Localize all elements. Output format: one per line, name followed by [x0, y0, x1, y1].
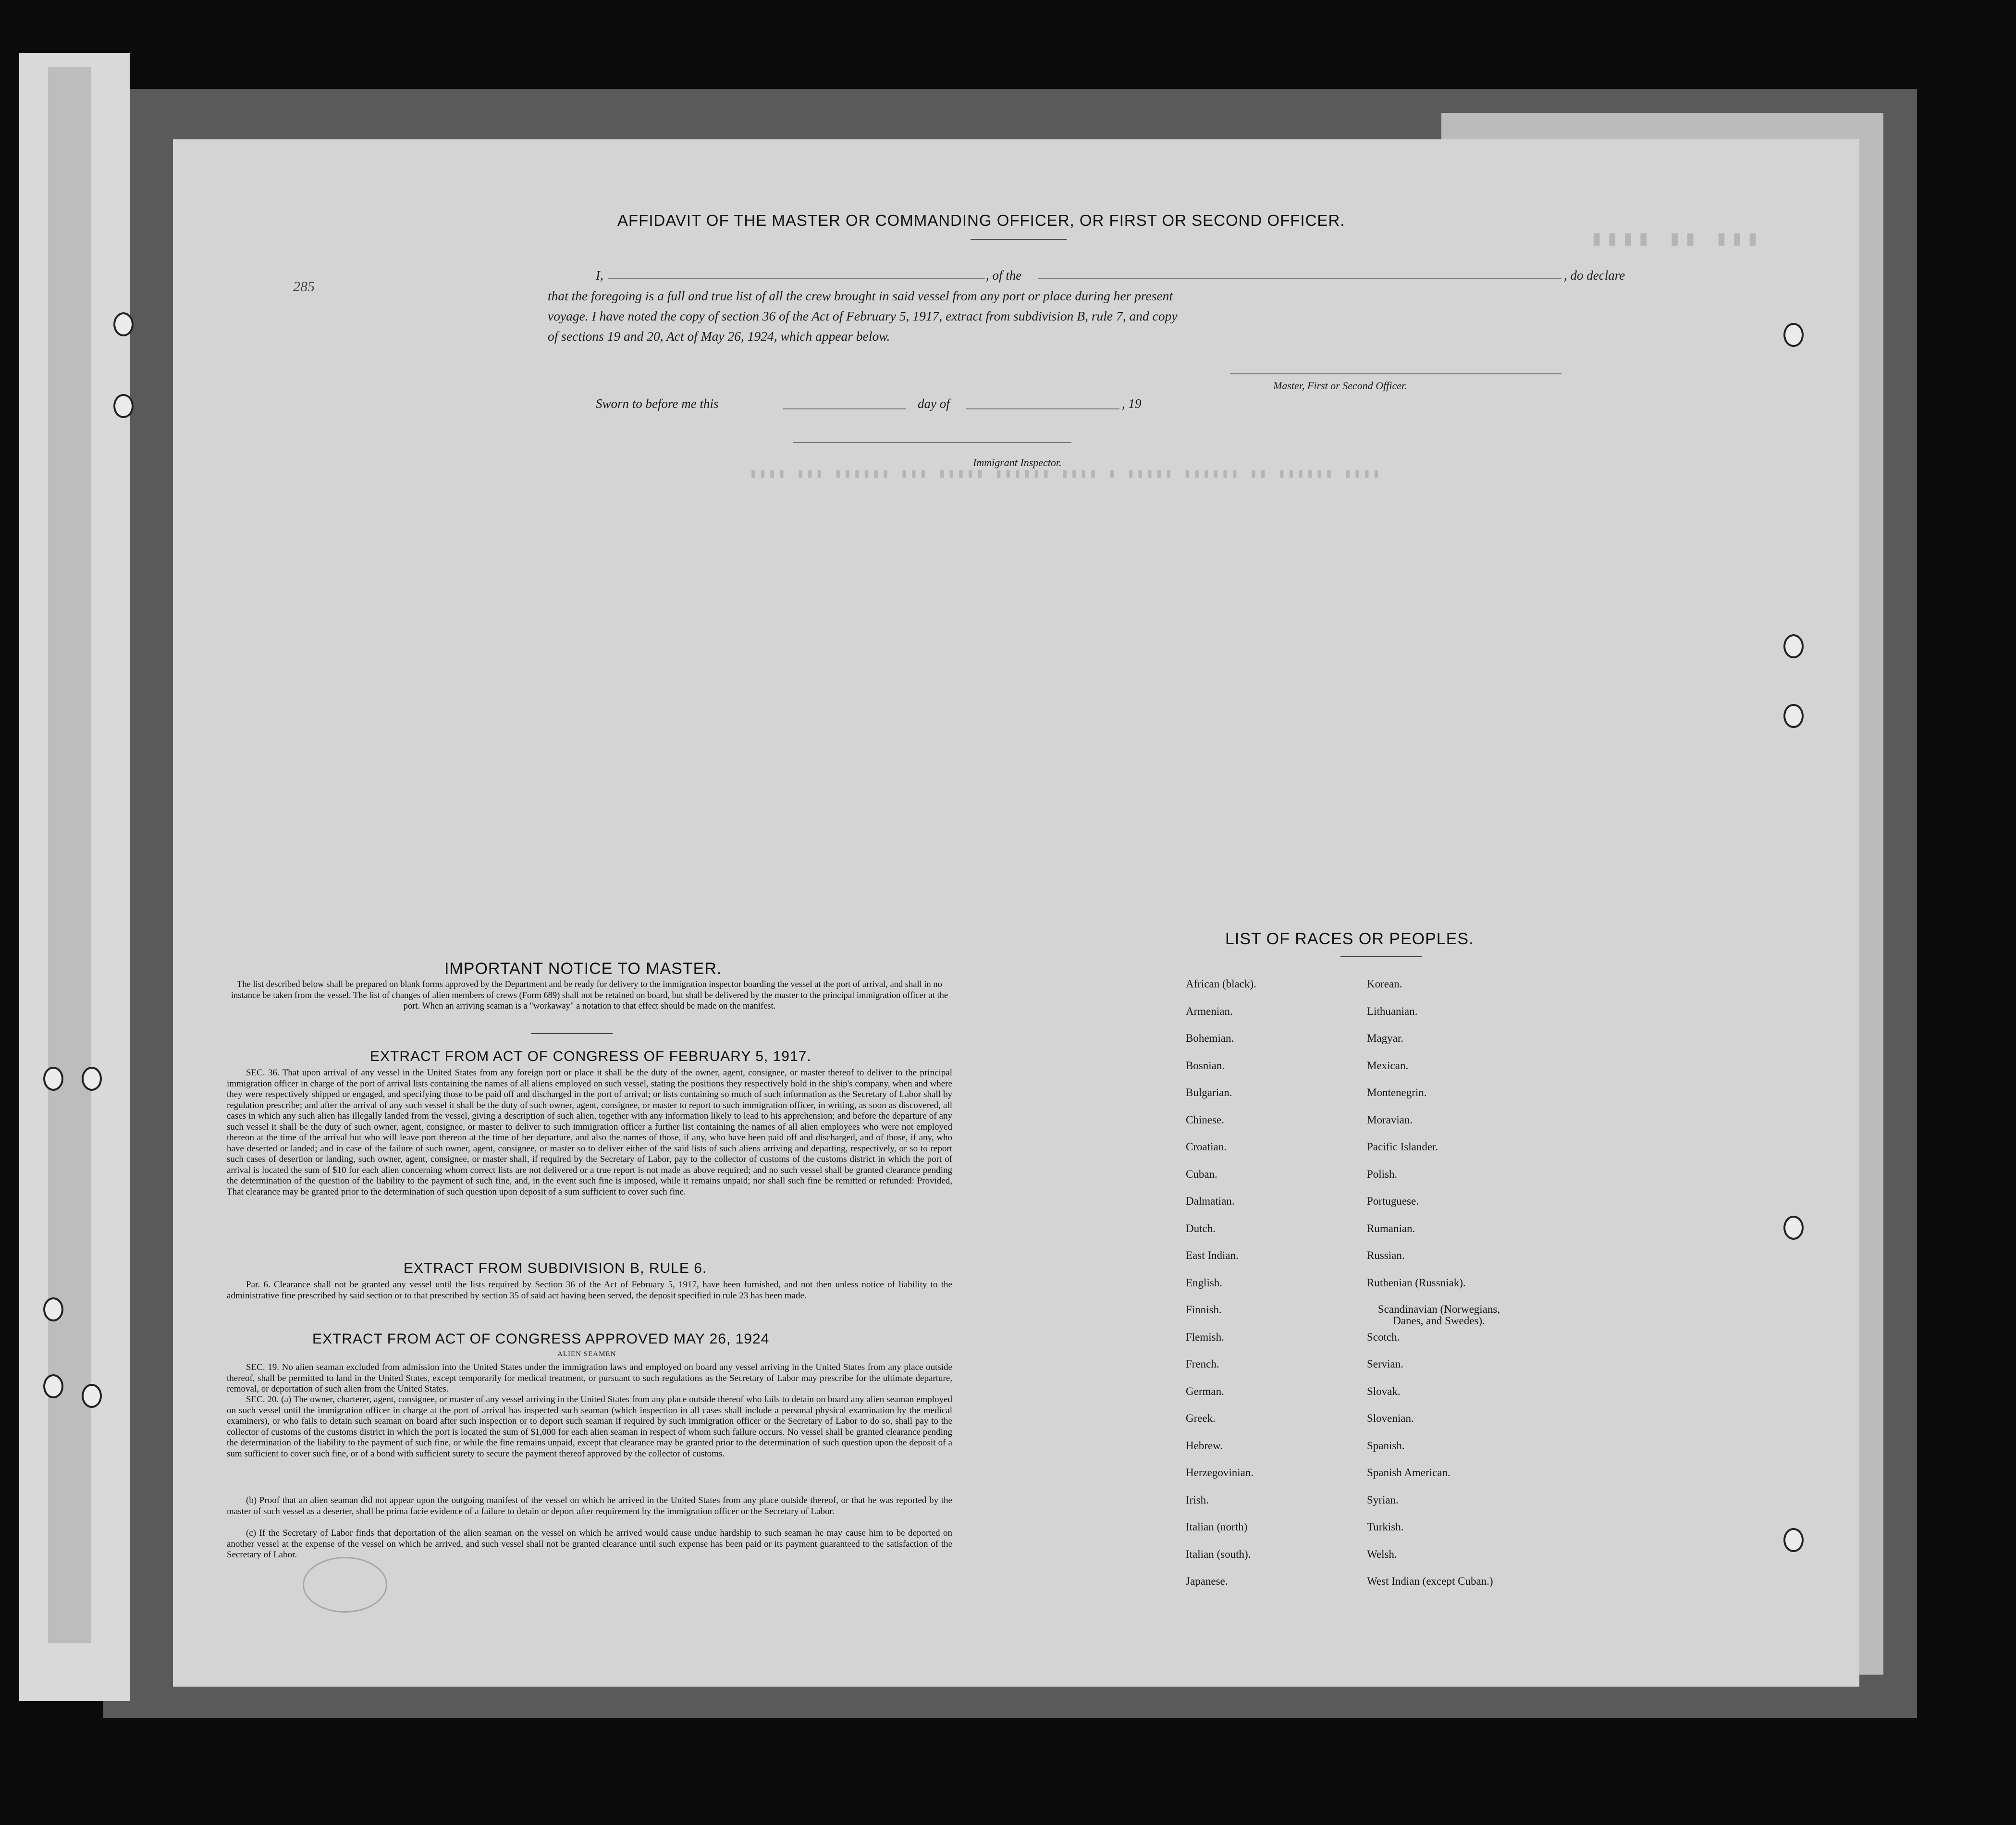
divider [531, 1033, 613, 1034]
of-the-label: , of the [986, 268, 1022, 283]
declarant-label: I, [596, 268, 603, 283]
race-item: Russian. [1367, 1249, 1405, 1261]
master-signature-field[interactable] [1230, 373, 1561, 374]
bleed-through-text: ▮▮▮▮ ▮▮ ▮▮▮ [1590, 228, 1762, 252]
race-item: Syrian. [1367, 1493, 1399, 1506]
race-item: Scotch. [1367, 1331, 1400, 1343]
inspector-label: Immigrant Inspector. [973, 456, 1062, 469]
faint-stamp [303, 1557, 387, 1613]
race-item: Korean. [1367, 978, 1402, 990]
race-item: German. [1186, 1385, 1224, 1397]
extract-1924-sec19: SEC. 19. No alien seaman excluded from admission into the United States under the immigration laws and employed on board any vessel arriving in the United States from any place outside thereof, shall be permitted to land in the United States, except temporarily for medical treatment, or pursuant to such regulations as the Secretary of Labor may prescribe for the ultimate departure, removal, or deportation of such alien from the United States. [227, 1362, 952, 1394]
bleed-through-text: ▮▮▮▮ ▮▮▮ ▮▮▮▮▮▮ ▮▮▮ ▮▮▮▮▮ ▮▮▮▮▮▮ ▮▮▮▮ ▮ ▮▮▮▮▮ ▮▮▮▮▮▮ ▮▮ ▮▮▮▮▮▮ ▮▮▮▮ [750, 467, 1382, 481]
race-item: Cuban. [1186, 1168, 1217, 1180]
extract-1917-title: EXTRACT FROM ACT OF CONGRESS OF FEBRUARY 5, 1917. [370, 1048, 811, 1064]
race-item: Spanish. [1367, 1439, 1405, 1452]
extract-1924-sec20a: SEC. 20. (a) The owner, charterer, agent, consignee, or master of any vessel arriving in the United States from any place outside thereof who fails to detain on board any alien seaman employed on such vessel until the immigration officer in charge at the port of arrival has inspected such seaman (which inspection in all cases shall include a personal physical examination by the medical examiners), or who fails to detain such seaman on board after such inspection or to deport such seaman if required by such immigration officer or the Secretary of Labor to do so, shall pay to the collector of customs of the customs district in which the port is located the sum of $1,000 for each alien seaman in respect of whom such failure occurs. No vessel shall be granted clearance pending the determination of the liability to the payment of such fine, or while the fine remains unpaid, except that clearance may be granted prior to the determination of such question upon the deposit of a sum sufficient to cover such fine, or of a bond with sufficient surety to secure the payment thereof approved by the collector of customs. [227, 1394, 952, 1459]
inspector-signature-field[interactable] [793, 442, 1071, 443]
sworn-day-field[interactable] [783, 408, 906, 409]
race-item: Montenegrin. [1367, 1086, 1427, 1098]
race-item: Pacific Islander. [1367, 1141, 1438, 1153]
race-item: Flemish. [1186, 1331, 1224, 1343]
affidavit-text-line1: that the foregoing is a full and true list of all the crew brought in said vessel from any port or place during her present [548, 288, 1173, 303]
declarant-name-field[interactable] [608, 278, 985, 279]
extract-1924-title: EXTRACT FROM ACT OF CONGRESS APPROVED MAY 26, 1924 [312, 1331, 770, 1347]
year-label: , 19 [1122, 396, 1142, 411]
do-declare-label: , do declare [1564, 268, 1625, 283]
left-page-edge-inner [48, 67, 91, 1643]
race-item: French. [1186, 1358, 1219, 1370]
extract-1924-sec20c: (c) If the Secretary of Labor finds that deportation of the alien seaman on the vessel on which he arrived would cause undue hardship to such seaman he may cause him to be deported on another vessel at the expense of the vessel on which he arrived, and such vessel shall not be granted clearance until such expense has been paid or its payment guaranteed to the satisfaction of the Secretary of Labor. [227, 1528, 952, 1560]
affidavit-title: AFFIDAVIT OF THE MASTER OR COMMANDING OFFICER, OR FIRST OR SECOND OFFICER. [617, 211, 1345, 229]
race-item: Greek. [1186, 1412, 1216, 1424]
race-item: Turkish. [1367, 1521, 1404, 1533]
race-item: African (black). [1186, 978, 1256, 990]
affidavit-text-line3: of sections 19 and 20, Act of May 26, 1924, which appear below. [548, 329, 890, 344]
race-item: Irish. [1186, 1493, 1209, 1506]
race-item: West Indian (except Cuban.) [1367, 1575, 1493, 1587]
race-item: Mexican. [1367, 1059, 1409, 1072]
sworn-month-field[interactable] [966, 408, 1119, 409]
race-item: Servian. [1367, 1358, 1404, 1370]
race-item: Croatian. [1186, 1141, 1227, 1153]
race-item: Scandinavian (Norwegians, Danes, and Swedes). [1377, 1303, 1500, 1327]
race-item: Slovenian. [1367, 1412, 1414, 1424]
extract-1924-sec20b: (b) Proof that an alien seaman did not appear upon the outgoing manifest of the vessel on which he arrived in the United States from any place outside thereof, or that he was reported by the master of such vessel as a deserter, shall be prima facie evidence of a failure to detain or deport after requirement by the immigration officer or the Secretary of Labor. [227, 1495, 952, 1517]
subdivision-b-title: EXTRACT FROM SUBDIVISION B, RULE 6. [404, 1260, 707, 1276]
binder-hole [113, 312, 134, 336]
race-item: Ruthenian (Russniak). [1367, 1276, 1466, 1289]
race-item: Dalmatian. [1186, 1195, 1235, 1207]
race-item: East Indian. [1186, 1249, 1239, 1261]
race-item: Hebrew. [1186, 1439, 1223, 1452]
race-item: Bulgarian. [1186, 1086, 1232, 1098]
subdivision-b-text: Par. 6. Clearance shall not be granted any vessel until the lists required by Section 36 of the Act of February 5, 1917, have been furnished, and not then unless notice of liability to the administrative fine prescribed by said section or to that prescribed by section 35 of said act having been served, the deposit specified in rule 23 has been made. [227, 1280, 952, 1301]
race-item: Finnish. [1186, 1304, 1222, 1316]
races-title: LIST OF RACES OR PEOPLES. [1225, 930, 1474, 948]
binder-hole [82, 1067, 102, 1091]
binder-hole [1783, 323, 1804, 347]
sworn-label: Sworn to before me this [596, 396, 719, 411]
race-item: Italian (south). [1186, 1548, 1251, 1560]
race-item: Herzegovinian. [1186, 1467, 1254, 1479]
day-of-label: day of [918, 396, 950, 411]
race-item: Welsh. [1367, 1548, 1397, 1560]
divider [971, 239, 1067, 240]
race-item: Polish. [1367, 1168, 1398, 1180]
margin-note: 285 [293, 279, 315, 295]
race-item: Bohemian. [1186, 1032, 1234, 1044]
notice-text: The list described below shall be prepared on blank forms approved by the Department and be ready for delivery to the immigration inspector boarding the vessel at the port of arrival, and shall in no instance be taken from the vessel. The list of changes of alien members of crews (Form 689) shall not be retained on board, but shall be delivered by the master to the principal immigration officer at the port. When an arriving seaman is a "workaway" a notation to that effect should be made on the manifest. [231, 980, 948, 1011]
binder-hole [43, 1067, 63, 1091]
binder-hole [1783, 1216, 1804, 1240]
race-item: Bosnian. [1186, 1059, 1225, 1072]
race-item: Slovak. [1367, 1385, 1401, 1397]
binder-hole [1783, 704, 1804, 728]
race-item: Spanish American. [1367, 1467, 1451, 1479]
race-item: English. [1186, 1276, 1223, 1289]
binder-hole [1783, 1528, 1804, 1552]
race-item: Chinese. [1186, 1113, 1224, 1126]
binder-hole [113, 394, 134, 418]
race-item: Dutch. [1186, 1222, 1216, 1234]
binder-hole [82, 1384, 102, 1408]
binder-hole [43, 1374, 63, 1398]
extract-1917-text: SEC. 36. That upon arrival of any vessel in the United States from any foreign port or place it shall be the duty of the owner, agent, consignee, or master thereof to deliver to the principal immigration officer in charge of the port of arrival lists containing the names of all aliens employed on such vessel, stating the positions they respectively hold in the ship's company, when and where they were respectively shipped or engaged, and specifying those to be paid off and discharged in the port of arrival; or lists containing so much of such information as the Secretary of Labor shall by regulation prescribe; and after the arrival of any such vessel it shall be the duty of such owner, agent, consignee, or master to report to such immigration officer, in writing, as soon as discovered, all cases in which any such alien has illegally landed from the vessel, giving a description of such alien, together with any information likely to lead to his apprehension; and before the departure of any such vessel it shall be the duty of such owner, agent, consignee, or master to deliver to such immigration officer a further list containing the names of all alien employees who were not employed thereon at the time of the arrival but who will leave port thereon at the time of her departure, and also the names of those, if any, who have been paid off and discharged, and of those, if any, who have deserted or landed; and in case of the failure of such owner, agent, consignee, or master so to deliver either of the said lists of such aliens arriving and departing, respectively, or so to report such cases of desertion or landing, such owner, agent, consignee, or master shall, if required by the Secretary of Labor, pay to the collector of customs of the customs district in which the port of arrival is located the sum of $10 for each alien concerning whom correct lists are not delivered or a true report is not made as above required; and no such vessel shall be granted clearance pending the determination of the question of the liability to the payment of such fine, and, in the event such fine is imposed, while it remains unpaid; nor shall such fine be remitted or refunded: Provided, That clearance may be granted prior to the determination of such question upon deposit of a sum sufficient to cover such fine. [227, 1068, 952, 1197]
race-item: Italian (north) [1186, 1521, 1248, 1533]
race-item: Rumanian. [1367, 1222, 1415, 1234]
race-item: Japanese. [1186, 1575, 1228, 1587]
binder-hole [43, 1297, 63, 1321]
notice-title: IMPORTANT NOTICE TO MASTER. [444, 960, 722, 978]
document-page [173, 139, 1859, 1687]
race-item: Moravian. [1367, 1113, 1413, 1126]
divider [1340, 956, 1422, 957]
extract-1924-subtitle: ALIEN SEAMEN [557, 1350, 616, 1358]
race-item: Portuguese. [1367, 1195, 1419, 1207]
binder-hole [1783, 634, 1804, 658]
master-signature-label: Master, First or Second Officer. [1273, 380, 1407, 392]
race-item: Armenian. [1186, 1005, 1233, 1017]
vessel-name-field[interactable] [1038, 278, 1561, 279]
race-item: Lithuanian. [1367, 1005, 1418, 1017]
race-item: Magyar. [1367, 1032, 1404, 1044]
affidavit-text-line2: voyage. I have noted the copy of section 36 of the Act of February 5, 1917, extract from subdivision B, rule 7, and copy [548, 308, 1178, 323]
